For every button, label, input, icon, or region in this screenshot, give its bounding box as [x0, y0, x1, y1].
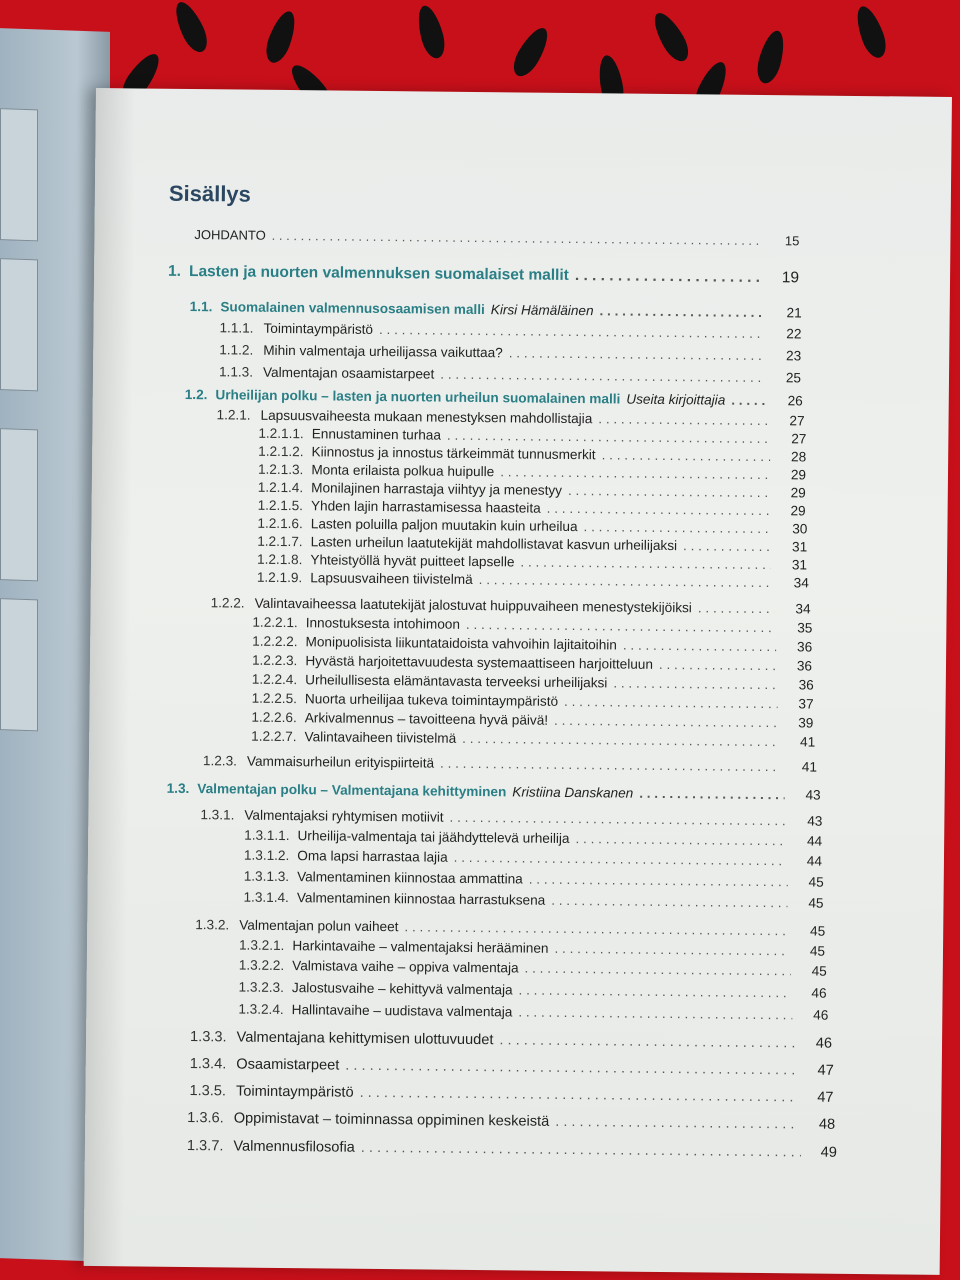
dot-leader	[575, 267, 763, 287]
dot-leader	[272, 228, 764, 248]
toc-entry-number: 1.2.2.	[210, 595, 245, 611]
toc-entry	[257, 534, 807, 555]
toc-entry	[185, 387, 803, 408]
toc-entry-page-number: 45	[811, 963, 827, 979]
toc-entry-number: 1.3.1.3.	[243, 868, 290, 885]
toc-entry-number: 1.3.2.	[195, 917, 230, 933]
toc-entry-title: Vammaisurheilun erityispiirteitä	[246, 753, 435, 771]
toc-entry-page-number: 28	[790, 449, 807, 465]
toc-entry-title: Monta erilaista polkua huipulle	[311, 462, 495, 480]
toc-entry-number: 1.2.2.2.	[252, 633, 298, 650]
toc-entry-page-number: 15	[784, 233, 800, 249]
toc-entry	[239, 980, 827, 1001]
toc-entry-number: 1.2.2.1.	[252, 614, 298, 631]
toc-entry-number: 1.1.	[189, 298, 213, 315]
dot-leader	[518, 982, 790, 1000]
toc-entry	[244, 828, 822, 849]
toc-entry-title: Yhden lajin harrastamisessa haasteita	[310, 498, 541, 516]
toc-entry-number: 1.1.2.	[219, 342, 254, 358]
toc-entry-number: 1.2.1.1.	[258, 425, 304, 442]
toc-entry-title: Valmentaminen kiinnostaa ammattina	[297, 869, 523, 887]
toc-entry-title: Valmentajaksi ryhtymisen motiivit	[244, 807, 444, 825]
dot-leader	[731, 393, 767, 408]
toc-entry-title: Monipuolisista liikuntataidoista vahvoihin lajitaitoihin	[305, 634, 617, 653]
dot-leader	[602, 447, 771, 464]
toc-entry-page-number: 46	[811, 985, 827, 1001]
toc-entry-title: Valmentajana kehittymisen ulottuvuudet	[236, 1029, 494, 1049]
toc-entry-page-number: 47	[817, 1062, 834, 1079]
toc-entry	[238, 1002, 828, 1023]
toc-entry-title: Suomalainen valmennusosaamisen malli	[220, 299, 485, 318]
dot-leader	[683, 538, 771, 554]
toc-entry-number: 1.2.2.7.	[251, 728, 297, 745]
toc-entry-page-number: 34	[795, 601, 811, 617]
dot-leader	[462, 731, 779, 749]
toc-entry-title: Toimintaympäristö	[263, 320, 374, 337]
toc-entry	[187, 1138, 837, 1161]
toc-entry-number: 1.3.1.2.	[243, 847, 290, 864]
toc-entry-number: 1.2.1.3.	[257, 461, 304, 478]
toc-entry-page-number: 31	[792, 539, 808, 555]
toc-entry-number: 1.3.2.4.	[238, 1001, 284, 1018]
toc-entry-author: Kirsi Hämäläinen	[490, 302, 594, 319]
dot-leader	[518, 1004, 792, 1022]
toc-entry	[190, 1056, 834, 1079]
toc-entry	[244, 848, 822, 869]
toc-entry-number: 1.2.1.6.	[257, 515, 303, 532]
dot-leader	[520, 554, 771, 572]
toc-entry-page-number: 39	[798, 715, 814, 731]
toc-entry	[168, 263, 799, 288]
dot-leader	[599, 303, 765, 320]
toc-entry-title: Osaamistarpeet	[236, 1056, 340, 1074]
toc-entry	[219, 342, 801, 363]
toc-entry	[195, 917, 825, 939]
toc-entry	[219, 320, 801, 341]
toc-entry-number: 1.2.1.8.	[256, 551, 303, 568]
toc-entry-page-number: 41	[801, 759, 818, 775]
dot-leader	[575, 831, 786, 848]
dot-leader	[659, 657, 776, 673]
dot-leader	[345, 1058, 798, 1079]
dot-leader	[529, 872, 788, 890]
toc-entry-page-number: 29	[790, 467, 807, 483]
toc-entry-page-number: 37	[798, 696, 814, 712]
toc-entry-number: 1.2.1.5.	[257, 497, 304, 514]
toc-entry-title: Lasten ja nuorten valmennuksen suomalaiset mallit	[188, 262, 569, 284]
toc-entry-page-number: 45	[810, 923, 826, 939]
toc-entry-number: 1.3.6.	[187, 1110, 224, 1127]
toc-entry	[211, 595, 811, 616]
dot-leader	[404, 919, 789, 938]
toc-entry-page-number: 34	[793, 575, 809, 591]
toc-entry-page-number: 23	[786, 348, 802, 364]
toc-entry-title: JOHDANTO	[194, 227, 266, 243]
toc-entry	[258, 480, 806, 501]
dot-leader	[613, 675, 778, 692]
toc-entry	[257, 570, 809, 591]
toc-entry-number: 1.2.1.	[216, 407, 251, 423]
toc-entry	[194, 227, 799, 248]
toc-entry-page-number: 29	[790, 503, 806, 519]
toc-entry-page-number: 45	[809, 943, 826, 959]
toc-entry-number: 1.	[167, 262, 182, 280]
toc-entry-title: Arkivalmennus – tavoitteena hyvä päivä!	[304, 710, 549, 728]
toc-entry-number: 1.2.2.4.	[251, 671, 298, 688]
toc-entry-number: 1.1.1.	[219, 320, 254, 336]
dot-leader	[447, 428, 771, 446]
toc-entry-title: Valmennusfilosofia	[233, 1138, 355, 1156]
toc-entry	[258, 462, 806, 483]
dot-leader	[499, 1032, 796, 1051]
dot-leader	[500, 464, 770, 482]
toc-entry-title: Valintavaiheessa laatutekijät jalostuvat huippuvaiheen menestystekijöiksi	[254, 595, 692, 616]
toc-entry-page-number: 29	[790, 485, 806, 501]
toc-entry-page-number: 45	[808, 874, 824, 890]
page-title: Sisällys	[168, 180, 251, 207]
dot-leader	[583, 519, 771, 536]
toc-entry-number: 1.3.2.1.	[238, 937, 285, 954]
dot-leader	[479, 572, 773, 590]
toc-entry-page-number: 49	[820, 1144, 837, 1161]
toc-entry-title: Nuorta urheilijaa tukeva toimintaympäristö	[304, 691, 559, 709]
toc-entry-page-number: 41	[799, 734, 816, 750]
toc-entry-number: 1.3.1.4.	[243, 889, 289, 906]
toc-entry-page-number: 36	[796, 639, 813, 655]
toc-entry-number: 1.2.	[184, 386, 208, 403]
toc-entry-title: Lasten poluilla paljon muutakin kuin urheilua	[310, 516, 578, 535]
toc-entry-title: Kiinnostus ja innostus tärkeimmät tunnusmerkit	[311, 444, 596, 463]
toc-entry-page-number: 36	[798, 677, 814, 693]
dot-leader	[525, 961, 791, 979]
dot-leader	[454, 850, 786, 868]
toc-entry	[239, 938, 825, 959]
toc-entry	[252, 634, 812, 655]
dot-leader	[554, 941, 789, 958]
dot-leader	[450, 810, 787, 829]
toc-entry	[258, 426, 806, 447]
toc-entry-number: 1.2.1.7.	[257, 533, 303, 550]
toc-entry-number: 1.2.3.	[202, 753, 238, 769]
toc-entry-page-number: 22	[786, 326, 802, 342]
toc-entry-title: Harkintavaihe – valmentajaksi herääminen	[292, 938, 549, 956]
toc-entry-page-number: 25	[785, 370, 802, 386]
dot-leader	[639, 786, 785, 803]
dot-leader	[598, 411, 768, 428]
toc-entry	[257, 516, 807, 537]
toc-entry-number: 1.3.3.	[189, 1029, 227, 1046]
toc-entry-title: Lapsuusvaiheesta mukaan menestyksen mahdollistajia	[260, 407, 593, 427]
toc-entry	[187, 1110, 835, 1133]
dot-leader	[698, 600, 775, 616]
toc-entry	[190, 299, 802, 320]
toc-entry-title: Mihin valmentaja urheilijassa vaikuttaa?	[263, 342, 503, 361]
toc-entry-title: Jalostusvaihe – kehittyvä valmentaja	[291, 980, 513, 998]
toc-entry	[189, 1083, 833, 1106]
toc-entry-number: 1.2.2.3.	[251, 652, 298, 669]
toc-entry-number: 1.2.2.5.	[251, 690, 298, 707]
toc-entry-title: Valmentajan polun vaiheet	[239, 917, 399, 935]
toc-entry	[167, 781, 821, 803]
toc-entry	[252, 672, 814, 693]
toc-entry-number: 1.1.3.	[218, 364, 254, 380]
toc-entry-title: Valmentajan polku – Valmentajana kehittyminen	[197, 781, 507, 800]
dot-leader	[554, 713, 777, 730]
toc-entry-number: 1.3.2.2.	[238, 957, 285, 974]
toc-entry-number: 1.2.1.9.	[256, 569, 303, 586]
toc-entry-title: Hyvästä harjoitettavuudesta systemaattiseen harjoitteluun	[305, 653, 654, 672]
toc-entry-author: Kristiina Danskanen	[512, 784, 634, 801]
toc-entry-page-number: 43	[807, 813, 823, 829]
toc-entry-number: 1.3.1.	[200, 807, 235, 823]
toc-entry-page-number: 46	[813, 1007, 829, 1023]
dot-leader	[555, 1114, 799, 1133]
toc-entry-page-number: 46	[815, 1035, 833, 1052]
toc-entry-page-number: 31	[791, 557, 808, 573]
toc-entry-title: Lasten urheilun laatutekijät mahdollistavat kasvun urheilijaksi	[310, 534, 678, 554]
toc-entry-page-number: 43	[805, 787, 821, 803]
toc-entry-title: Valmentaminen kiinnostaa harrastuksena	[296, 890, 546, 908]
toc-entry-page-number: 19	[781, 269, 800, 287]
toc-entry-page-number: 35	[797, 620, 813, 636]
toc-entry-number: 1.2.1.2.	[258, 443, 304, 460]
toc-entry	[252, 691, 814, 712]
dot-leader	[440, 756, 781, 775]
toc-entry	[258, 444, 806, 465]
toc-entry-number: 1.3.5.	[189, 1083, 227, 1100]
toc-entry-number: 1.2.1.4.	[257, 479, 304, 496]
toc-entry	[200, 807, 822, 829]
toc-entry-number: 1.3.4.	[189, 1056, 227, 1073]
dot-leader	[361, 1140, 801, 1161]
toc-entry	[251, 729, 815, 750]
toc-entry-page-number: 44	[806, 833, 823, 849]
dot-leader	[360, 1085, 798, 1106]
toc-entry	[258, 498, 806, 519]
toc-entry-page-number: 36	[796, 658, 813, 674]
dot-leader	[379, 322, 766, 341]
toc-entry	[251, 710, 813, 731]
toc-entry-page-number: 47	[817, 1089, 834, 1106]
toc-entry	[252, 653, 812, 674]
toc-entry-title: Ennustaminen turhaa	[311, 426, 442, 443]
toc-entry-title: Toimintaympäristö	[235, 1083, 354, 1101]
toc-entry	[219, 364, 801, 385]
toc-entry-title: Urheilija-valmentaja tai jäähdyttelevä urheilija	[297, 828, 570, 846]
toc-entry-title: Yhteistyöllä hyvät puitteet lapselle	[310, 552, 515, 570]
toc-entry	[257, 552, 807, 573]
toc-entry-page-number: 30	[792, 521, 808, 537]
toc-entry	[243, 890, 823, 911]
dot-leader	[564, 694, 778, 711]
toc-entry-page-number: 45	[808, 895, 824, 911]
toc-entry-title: Valmistava vaihe – oppiva valmentaja	[292, 958, 519, 976]
dot-leader	[551, 893, 787, 910]
toc-entry-page-number: 27	[791, 431, 807, 447]
dot-leader	[466, 617, 777, 635]
dot-leader	[440, 367, 765, 385]
toc-entry-title: Valintavaiheen tiivistelmä	[304, 729, 457, 746]
toc-entry-page-number: 44	[806, 853, 823, 869]
toc-entry-title: Urheilullisesta elämäntavasta terveeksi urheilijaksi	[305, 672, 608, 691]
toc-entry-number: 1.3.7.	[186, 1138, 224, 1155]
toc-entry-page-number: 48	[818, 1116, 836, 1133]
toc-entry-title: Innostuksesta intohimoon	[305, 615, 461, 632]
dot-leader	[623, 638, 776, 655]
toc-entry-page-number: 27	[789, 413, 805, 429]
dot-leader	[509, 345, 766, 363]
dot-leader	[568, 483, 770, 500]
toc-entry-page-number: 26	[787, 393, 803, 409]
toc-entry-title: Hallintavaihe – uudistava valmentaja	[291, 1002, 513, 1020]
book-page	[84, 88, 952, 1275]
toc-entry-title: Urheilijan polku – lasten ja nuorten urheilun suomalainen malli	[215, 387, 621, 407]
toc-entry	[203, 753, 817, 774]
toc-entry-title: Valmentajan osaamistarpeet	[262, 364, 435, 382]
toc-entry	[190, 1029, 832, 1052]
toc-entry-author: Useita kirjoittajia	[626, 391, 726, 408]
dot-leader	[547, 501, 770, 518]
toc-entry-number: 1.3.	[166, 780, 190, 797]
toc-entry	[239, 958, 827, 979]
toc-entry-number: 1.3.2.3.	[238, 979, 285, 996]
toc-entry	[244, 869, 824, 890]
toc-entry-title: Lapsuusvaiheen tiivistelmä	[310, 570, 473, 587]
toc-entry-number: 1.3.1.1.	[244, 827, 290, 844]
toc-entry-title: Monilajinen harrastaja viihtyy ja menestyy	[311, 480, 563, 498]
toc-entry-page-number: 21	[786, 305, 802, 321]
toc-entry-title: Oppimistavat – toiminnassa oppiminen keskeistä	[233, 1110, 550, 1130]
toc-entry	[252, 615, 812, 636]
toc-entry-number: 1.2.2.6.	[251, 709, 297, 726]
toc-entry-title: Oma lapsi harrastaa lajia	[297, 848, 448, 865]
